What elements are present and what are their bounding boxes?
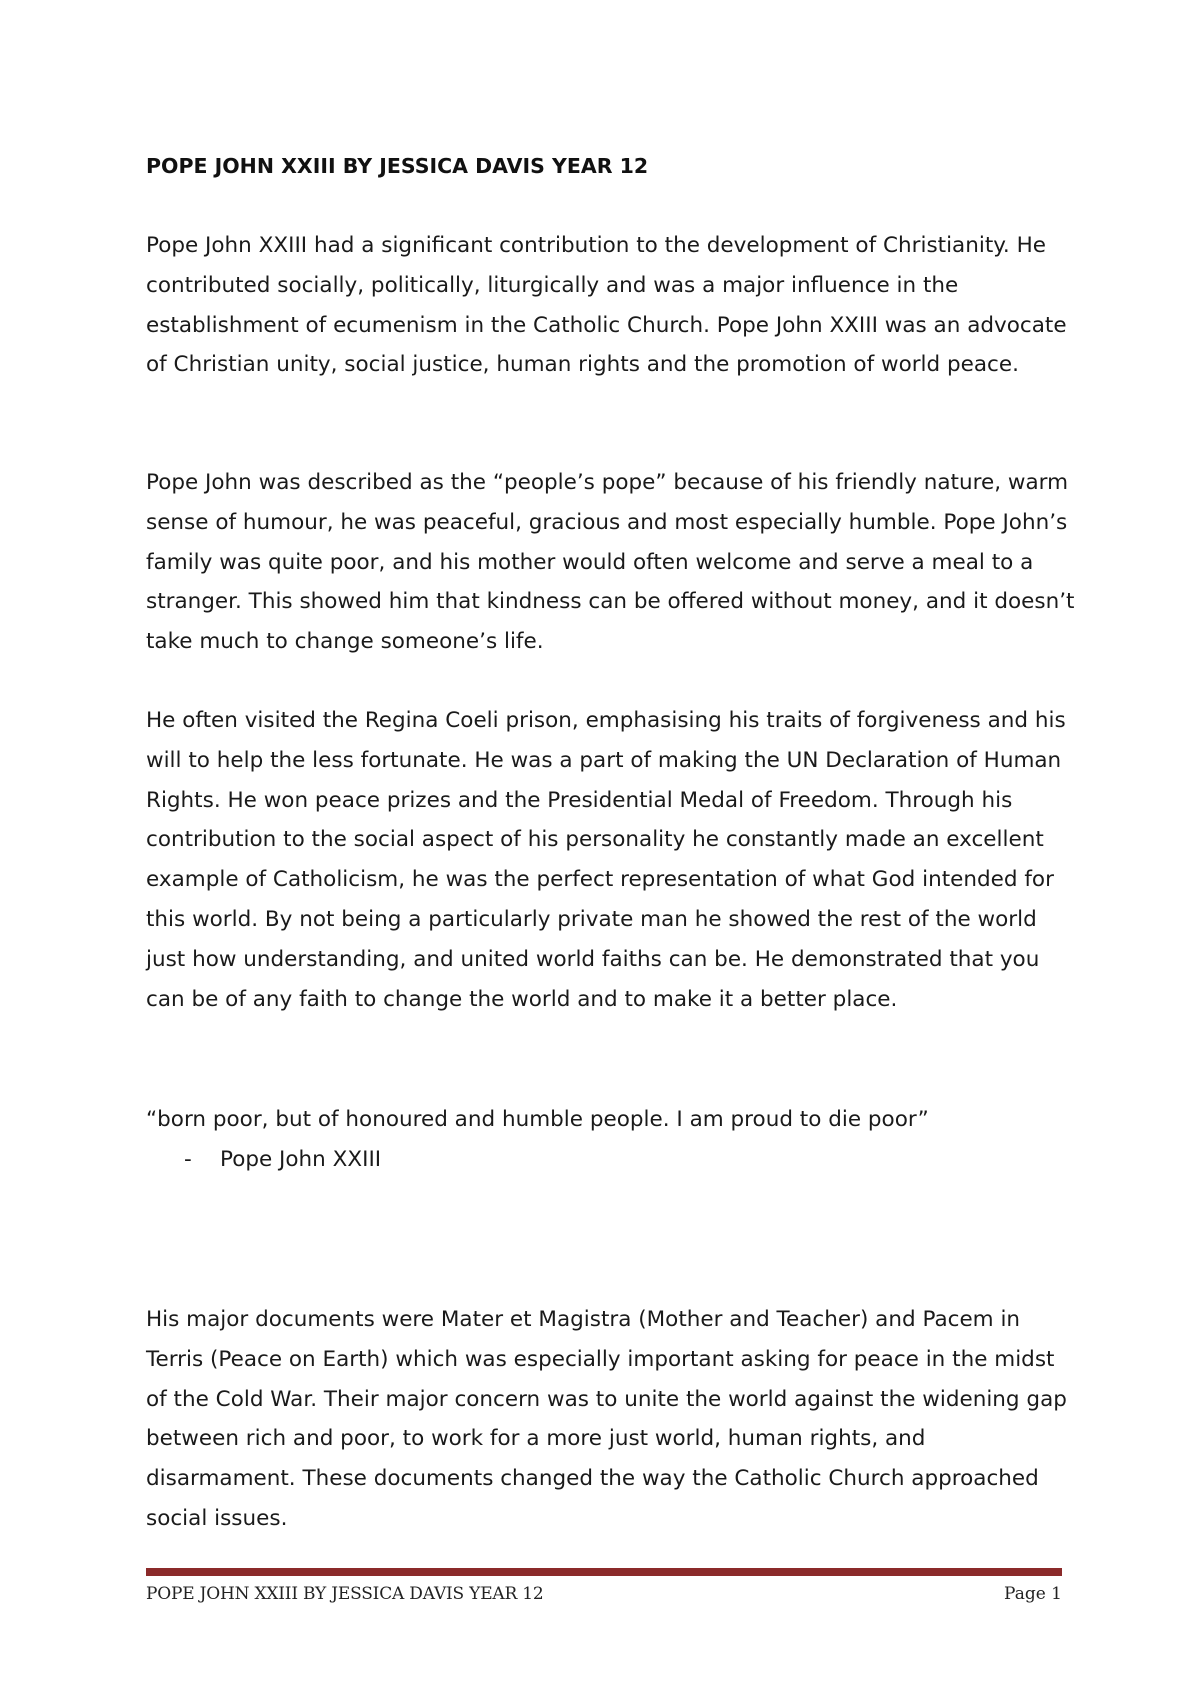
paragraph-4: His major documents were Mater et Magistra (Mother and Teacher) and Pacem in Terris (Peace on Earth) which was especially important asking for peace in the midst of the Cold War. Their major concern was to unite the world against the widening gap between rich and poor, to work for a more just world, human rights, and disarmament. These documents changed the way the Catholic Church approached social issues. [146, 1307, 1067, 1531]
footer-title: POPE JOHN XXIII BY JESSICA DAVIS YEAR 12 [146, 1584, 544, 1604]
footer-divider [146, 1568, 1062, 1576]
paragraph-2: Pope John was described as the “people’s pope” because of his friendly nature, warm sense of humour, he was peaceful, gracious and most especially humble. Pope John’s family was quite poor, and his mother would often welcome and serve a meal to a stranger. This showed him that kindness can be offered without money, and it doesn’t take much to change someone’s life. [146, 470, 1075, 655]
paragraph-3: He often visited the Regina Coeli prison, emphasising his traits of forgiveness and his will to help the less fortunate. He was a part of making the UN Declaration of Human Rights. He won peace prizes and the Presidential Medal of Freedom. Through his contribution to the social aspect of his personality he constantly made an excellent example of Catholicism, he was the perfect representation of what God intended for this world. By not being a particularly private man he showed the rest of the world just how understanding, and united world faiths can be. He demonstrated that you can be of any faith to change the world and to make it a better place. [146, 708, 1066, 1012]
paragraph-1: Pope John XXIII had a significant contribution to the development of Christianity. He contributed socially, politically, liturgically and was a major influence in the establishment of ecumenism in the Catholic Church. Pope John XXIII was an advocate of Christian unity, social justice, human rights and the promotion of world peace. [146, 233, 1067, 378]
document-body [146, 146, 1076, 1531]
quote-text: “born poor, but of honoured and humble people. I am proud to die poor” [146, 1107, 929, 1132]
page-number: Page 1 [1004, 1584, 1062, 1604]
attribution-author: Pope John XXIII [220, 1147, 382, 1172]
document-title: POPE JOHN XXIII BY JESSICA DAVIS YEAR 12 [146, 154, 649, 178]
quote-attribution [184, 1140, 381, 1180]
attribution-dash: - [184, 1147, 192, 1172]
